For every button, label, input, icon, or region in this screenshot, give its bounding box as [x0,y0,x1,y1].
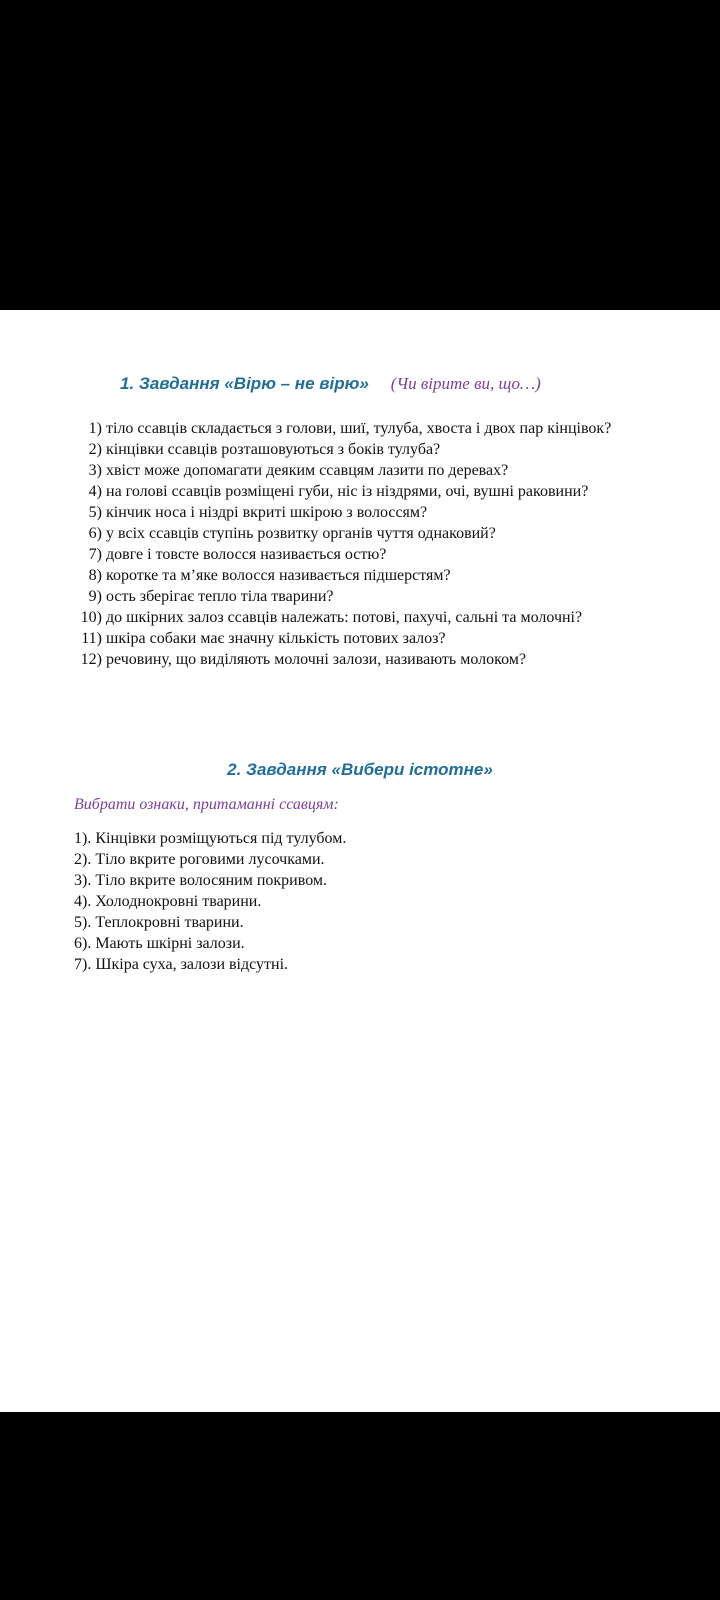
task1-subtitle: (Чи вірите ви, що…) [390,374,541,393]
list-item [72,418,611,439]
list-item [72,649,611,670]
item-text: Теплокровні тварини. [95,914,244,931]
document-page [0,310,720,1412]
item-text: тіло ссавців складається з голови, шиї, тулуба, хвоста і двох пар кінцівок? [106,420,612,437]
list-item [72,586,611,607]
task2-option-list [74,828,346,975]
item-number: 9) [88,588,102,605]
item-text: Холоднокровні тварини. [95,893,262,910]
list-item [74,912,346,933]
list-item [74,849,346,870]
item-text: у всіх ссавців ступінь розвитку органів чуття однаковий? [106,525,496,542]
item-number: 1). [74,830,92,847]
item-text: Шкіра суха, залози відсутні. [95,956,289,973]
item-text: хвіст може допомагати деяким ссавцям лазити по деревах? [106,462,509,479]
item-text: кінчик носа і ніздрі вкриті шкірою з волоссям? [106,504,428,521]
item-number: 4). [74,893,92,910]
item-text: шкіра собаки має значну кількість потових залоз? [106,630,446,647]
item-text: коротке та м’яке волосся називається підшерстям? [106,567,451,584]
list-item [72,481,611,502]
list-item [74,828,346,849]
list-item [74,933,346,954]
list-item [72,460,611,481]
item-number: 10) [80,609,102,626]
list-item [72,523,611,544]
task1-heading [120,374,541,394]
item-number: 5) [88,504,102,521]
item-text: довге і товсте волосся називається остю? [106,546,387,563]
item-number: 7) [88,546,102,563]
task2-instruction: Вибрати ознаки, притаманні ссавцям: [74,796,339,813]
item-text: до шкірних залоз ссавців належать: потові, пахучі, сальні та молочні? [106,609,583,626]
item-text: Тіло вкрите роговими лусочками. [95,851,325,868]
bottom-black-bar [0,1412,720,1600]
item-text: ость зберігає тепло тіла тварини? [106,588,334,605]
item-number: 7). [74,956,92,973]
list-item [72,628,611,649]
item-number: 5). [74,914,92,931]
item-text: Тіло вкрите волосяним покривом. [95,872,328,889]
item-number: 4) [88,483,102,500]
item-number: 6). [74,935,92,952]
item-number: 12) [80,651,102,668]
list-item [72,502,611,523]
item-text: кінцівки ссавців розташовуються з боків тулуба? [106,441,441,458]
item-number: 3). [74,872,92,889]
item-text: на голові ссавців розміщені губи, ніс із ніздрями, очі, вушні раковини? [106,483,589,500]
item-text: Кінцівки розміщуються під тулубом. [95,830,347,847]
task2-title: 2. Завдання «Вибери істотне» [227,760,493,779]
list-item [74,870,346,891]
list-item [72,565,611,586]
top-black-bar [0,0,720,310]
item-number: 1) [88,420,102,437]
list-item [72,439,611,460]
task1-title: 1. Завдання «Вірю – не вірю» [120,374,369,393]
item-number: 6) [88,525,102,542]
item-text: речовину, що виділяють молочні залози, називають молоком? [106,651,526,668]
item-number: 2). [74,851,92,868]
list-item [74,891,346,912]
list-item [72,607,611,628]
item-number: 8) [88,567,102,584]
list-item [72,544,611,565]
item-text: Мають шкірні залози. [95,935,245,952]
item-number: 11) [81,630,102,647]
item-number: 3) [88,462,102,479]
item-number: 2) [88,441,102,458]
list-item [74,954,346,975]
task1-question-list [72,418,611,670]
